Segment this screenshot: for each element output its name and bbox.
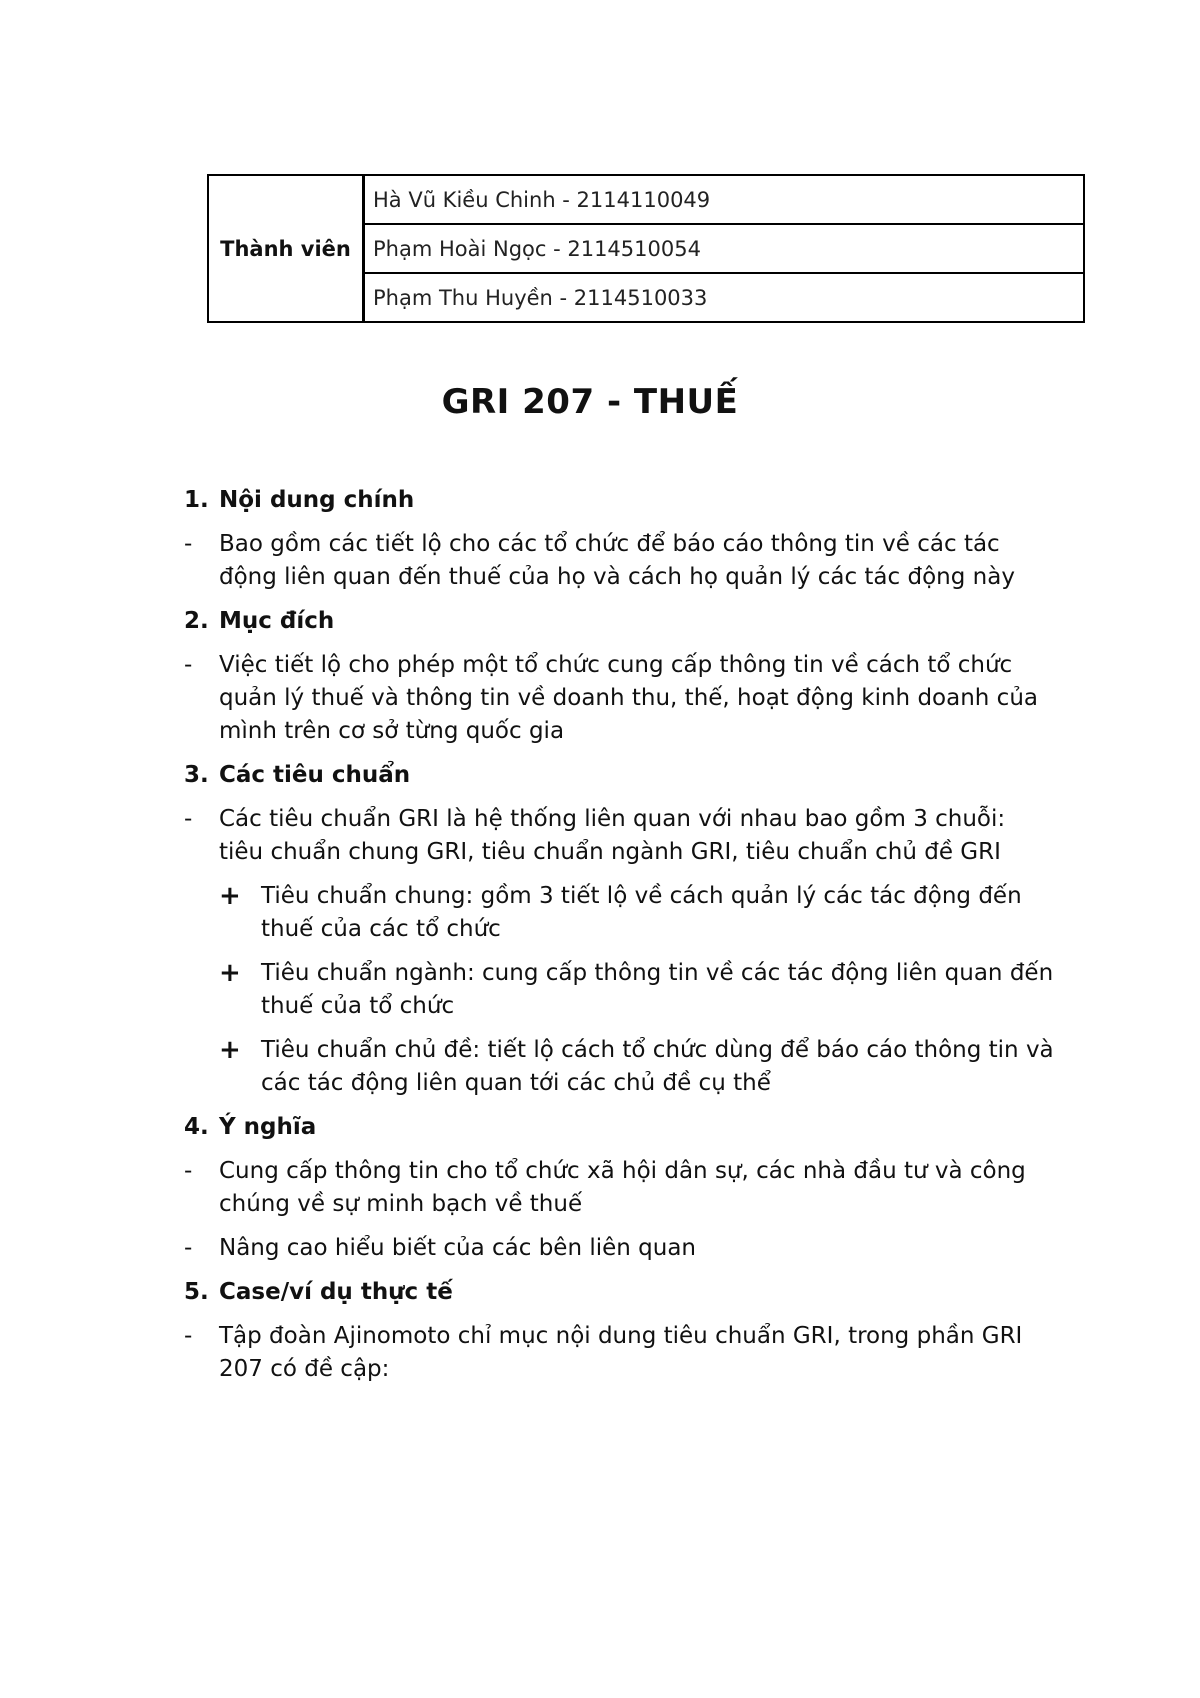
list-item xyxy=(184,649,1084,748)
members-table xyxy=(207,174,1085,323)
list-item xyxy=(184,803,1084,869)
list-item xyxy=(184,528,1084,594)
list-item-text: Các tiêu chuẩn GRI là hệ thống liên quan với nhau bao gồm 3 chuỗi: tiêu chuẩn chung GRI, tiêu chuẩn ngành GRI, tiêu chuẩn chủ đề GRI xyxy=(219,806,1006,865)
list-item-text: Nâng cao hiểu biết của các bên liên quan xyxy=(219,1235,697,1261)
sub-list-item-text: Tiêu chuẩn chung: gồm 3 tiết lộ về cách quản lý các tác động đến thuế của các tổ chức xyxy=(261,883,1022,942)
section-number: 3. xyxy=(184,762,209,788)
dash-bullet: - xyxy=(184,1235,193,1261)
member-name: Phạm Thu Huyền - 2114510033 xyxy=(364,273,1085,322)
section-title: Case/ví dụ thực tế xyxy=(219,1279,453,1305)
section-title: Ý nghĩa xyxy=(219,1114,317,1140)
plus-icon: + xyxy=(219,958,241,988)
list-item-text: Tập đoàn Ajinomoto chỉ mục nội dung tiêu chuẩn GRI, trong phần GRI 207 có đề cập: xyxy=(219,1323,1023,1382)
section-number: 4. xyxy=(184,1114,209,1140)
sub-list-item-text: Tiêu chuẩn chủ đề: tiết lộ cách tổ chức dùng để báo cáo thông tin và các tác động liên quan tới các chủ đề cụ thể xyxy=(261,1037,1054,1096)
section-number: 5. xyxy=(184,1279,209,1305)
section-heading xyxy=(184,1276,1084,1309)
dash-bullet: - xyxy=(184,652,193,678)
section-title: Mục đích xyxy=(219,608,335,634)
list-item-text: Việc tiết lộ cho phép một tổ chức cung cấp thông tin về cách tổ chức quản lý thuế và thông tin về doanh thu, thế, hoạt động kinh doanh của mình trên cơ sở từng quốc gia xyxy=(219,652,1038,744)
section-heading xyxy=(184,605,1084,638)
section-title: Các tiêu chuẩn xyxy=(219,762,411,788)
table-row xyxy=(208,175,1084,224)
member-name: Hà Vũ Kiều Chinh - 2114110049 xyxy=(364,175,1085,224)
list-item xyxy=(184,1320,1084,1386)
dash-bullet: - xyxy=(184,806,193,832)
plus-icon: + xyxy=(219,1035,241,1065)
member-name: Phạm Hoài Ngọc - 2114510054 xyxy=(364,224,1085,273)
members-label: Thành viên xyxy=(208,175,364,322)
sub-list-item xyxy=(219,880,1084,946)
list-item xyxy=(184,1232,1084,1265)
plus-icon: + xyxy=(219,881,241,911)
list-item-text: Cung cấp thông tin cho tổ chức xã hội dân sự, các nhà đầu tư và công chúng về sự minh bạch về thuế xyxy=(219,1158,1026,1217)
list-item-text: Bao gồm các tiết lộ cho các tổ chức để báo cáo thông tin về các tác động liên quan đến thuế của họ và cách họ quản lý các tác động này xyxy=(219,531,1015,590)
dash-bullet: - xyxy=(184,1158,193,1184)
dash-bullet: - xyxy=(184,1323,193,1349)
sub-list-item xyxy=(219,1034,1084,1100)
section-title: Nội dung chính xyxy=(219,487,415,513)
section-number: 1. xyxy=(184,487,209,513)
section-heading xyxy=(184,759,1084,792)
section-number: 2. xyxy=(184,608,209,634)
section-heading xyxy=(184,484,1084,517)
list-item xyxy=(184,1155,1084,1221)
sub-list-item-text: Tiêu chuẩn ngành: cung cấp thông tin về các tác động liên quan đến thuế của tổ chức xyxy=(261,960,1054,1019)
page-title: GRI 207 - THUẾ xyxy=(441,382,739,422)
dash-bullet: - xyxy=(184,531,193,557)
sub-list-item xyxy=(219,957,1084,1023)
section-heading xyxy=(184,1111,1084,1144)
document-content xyxy=(184,484,1084,1397)
